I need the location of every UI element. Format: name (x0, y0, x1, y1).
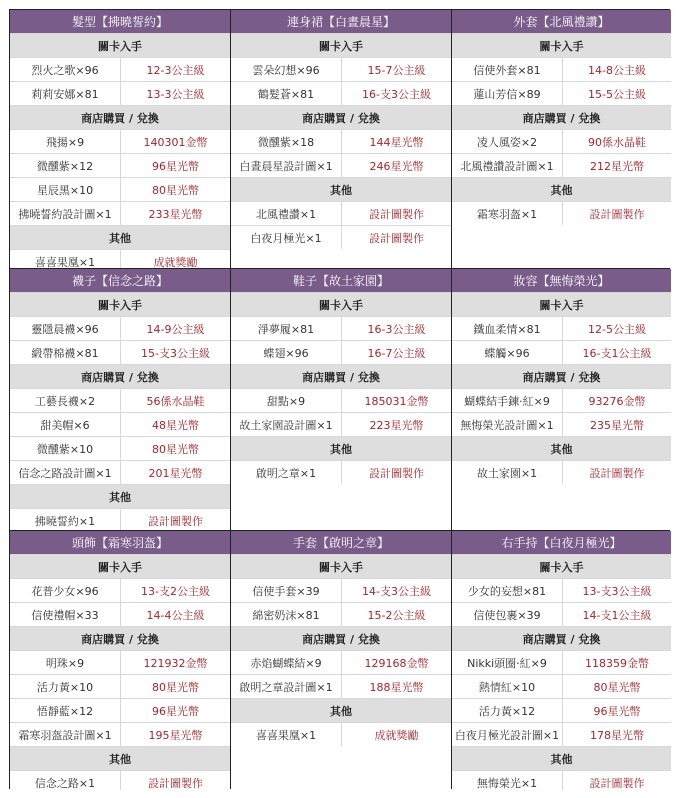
item-name: 喜喜果凰×1 (231, 723, 342, 746)
item-name: 蝶觸×96 (452, 341, 563, 364)
table-row (10, 602, 230, 626)
item-source: 80星光幣 (152, 680, 199, 694)
item-card (231, 269, 451, 530)
table-row (452, 650, 671, 674)
item-name: 啟明之章設計圖×1 (231, 675, 342, 698)
item-source: 14-4公主級 (146, 608, 205, 622)
table-row (10, 57, 230, 81)
item-name: 綿密奶沫×81 (231, 603, 342, 626)
table-row (10, 201, 230, 225)
section-header: 其他 (231, 177, 451, 201)
table-row (231, 578, 451, 602)
table-row (231, 722, 451, 746)
section-header: 其他 (231, 698, 451, 722)
section-header: 其他 (452, 177, 671, 201)
item-source: 14-支1公主級 (582, 608, 652, 622)
table-row (231, 316, 451, 340)
item-source: 121932金幣 (143, 656, 208, 670)
card-title: 外套【北風禮讚】 (452, 10, 671, 33)
table-row (10, 722, 230, 746)
item-name: 蓮山芳信×89 (452, 82, 563, 105)
section-header: 其他 (452, 436, 671, 460)
table-row (10, 177, 230, 201)
item-name: 拂曉誓約×1 (10, 509, 121, 530)
item-name: 信念之路×1 (10, 771, 121, 790)
item-name: 北風禮讚設計圖×1 (452, 154, 563, 177)
item-name: 莉莉安娜×81 (10, 82, 121, 105)
item-card (10, 10, 230, 268)
table-row (10, 508, 230, 530)
section-header: 關卡入手 (10, 292, 230, 316)
item-name: 故土家園×1 (452, 461, 563, 484)
item-name: 熱情紅×10 (452, 675, 563, 698)
item-source: 144星光幣 (369, 135, 424, 149)
item-source: 96星光幣 (152, 704, 199, 718)
table-row (10, 153, 230, 177)
table-row (452, 388, 671, 412)
section-header: 其他 (231, 436, 451, 460)
item-source: 16-支1公主級 (582, 346, 652, 360)
section-header: 其他 (10, 484, 230, 508)
table-row (452, 316, 671, 340)
item-name: 微醺紫×18 (231, 130, 342, 153)
item-source: 15-支3公主級 (141, 346, 210, 360)
item-name: 故土家園設計圖×1 (231, 413, 342, 436)
item-source: 80星光幣 (152, 442, 199, 456)
item-source: 80星光幣 (593, 680, 641, 694)
item-source: 14-9公主級 (146, 322, 205, 336)
item-name: 靈隱晨襪×96 (10, 317, 121, 340)
item-source: 16-7公主級 (367, 346, 426, 360)
section-header: 關卡入手 (231, 554, 451, 578)
card-title: 頭飾【霜寒羽盔】 (10, 531, 230, 554)
card-title: 妝容【無悔榮光】 (452, 269, 671, 292)
item-name: 白晝晨星設計圖×1 (231, 154, 342, 177)
item-source-grid (9, 9, 670, 789)
table-row (10, 412, 230, 436)
item-card (10, 269, 230, 530)
table-row (231, 674, 451, 698)
section-header: 商店購買 / 兌換 (452, 626, 671, 650)
item-source: 15-2公主級 (367, 608, 426, 622)
item-source: 96星光幣 (152, 159, 199, 173)
item-source: 185031金幣 (364, 394, 429, 408)
item-name: 蝶翅×96 (231, 341, 342, 364)
item-source: 14-支3公主級 (362, 584, 431, 598)
item-name: 信使禮帽×33 (10, 603, 121, 626)
item-card (231, 10, 451, 268)
item-name: 霜寒羽盔×1 (452, 202, 563, 225)
item-name: 霜寒羽盔設計圖×1 (10, 723, 121, 746)
item-source: 15-7公主級 (367, 63, 426, 77)
item-source: 235星光幣 (590, 418, 644, 432)
item-source: 16-支3公主級 (362, 87, 431, 101)
table-row (10, 249, 230, 268)
section-header: 關卡入手 (10, 33, 230, 57)
item-source: 129168金幣 (364, 656, 429, 670)
item-name: 信念之路設計圖×1 (10, 461, 121, 484)
item-name: 蝴蝶結手鍊·紅×9 (452, 389, 563, 412)
item-source: 設計圖製作 (369, 231, 424, 245)
item-source: 16-3公主級 (367, 322, 426, 336)
item-source: 201星光幣 (148, 466, 203, 480)
item-source: 設計圖製作 (148, 514, 203, 528)
item-name: 星辰黑×10 (10, 178, 121, 201)
item-source: 15-5公主級 (588, 87, 646, 101)
item-name: 悟靜藍×12 (10, 699, 121, 722)
section-header: 其他 (10, 746, 230, 770)
card-title: 連身裙【白晝晨星】 (231, 10, 451, 33)
table-row (231, 57, 451, 81)
item-source: 90係水晶鞋 (588, 135, 646, 149)
item-name: 明珠×9 (10, 651, 121, 674)
table-row (10, 698, 230, 722)
item-name: 凌人風姿×2 (452, 130, 563, 153)
item-source: 188星光幣 (369, 680, 424, 694)
item-card (452, 531, 671, 790)
item-source: 設計圖製作 (589, 776, 645, 790)
item-name: 緞帶棉襪×81 (10, 341, 121, 364)
table-row (452, 460, 671, 484)
table-row (231, 602, 451, 626)
table-row (452, 578, 671, 602)
item-source: 48星光幣 (152, 418, 199, 432)
table-row (452, 129, 671, 153)
item-name: 雲朵幻想×96 (231, 58, 342, 81)
item-name: 花普少女×96 (10, 579, 121, 602)
table-row (231, 460, 451, 484)
item-source: 設計圖製作 (369, 466, 424, 480)
section-header: 關卡入手 (10, 554, 230, 578)
section-header: 其他 (10, 225, 230, 249)
table-row (231, 153, 451, 177)
section-header: 關卡入手 (452, 554, 671, 578)
item-name: 喜喜果凰×1 (10, 250, 121, 268)
item-source: 93276金幣 (588, 394, 646, 408)
item-source: 140301金幣 (143, 135, 208, 149)
item-source: 80星光幣 (152, 183, 199, 197)
item-source: 178星光幣 (590, 728, 644, 742)
section-header: 商店購買 / 兌換 (231, 364, 451, 388)
item-name: 活力黃×10 (10, 675, 121, 698)
table-row (10, 388, 230, 412)
item-source: 14-8公主級 (588, 63, 646, 77)
item-source: 118359金幣 (585, 656, 649, 670)
item-source: 233星光幣 (148, 207, 203, 221)
item-name: 信使外套×81 (452, 58, 563, 81)
section-header: 商店購買 / 兌換 (231, 626, 451, 650)
table-row (231, 201, 451, 225)
table-row (10, 578, 230, 602)
card-title: 鞋子【故土家園】 (231, 269, 451, 292)
item-name: 微醺紫×12 (10, 154, 121, 177)
item-name: 白夜月極光設計圖×1 (452, 723, 563, 746)
item-name: 信使包裹×39 (452, 603, 563, 626)
item-source: 12-5公主級 (588, 322, 646, 336)
section-header: 關卡入手 (452, 33, 671, 57)
table-row (231, 340, 451, 364)
item-source: 195星光幣 (148, 728, 203, 742)
item-card (10, 531, 230, 790)
section-header: 商店購買 / 兌換 (10, 105, 230, 129)
item-source: 212星光幣 (590, 159, 644, 173)
card-title: 手套【啟明之章】 (231, 531, 451, 554)
table-row (452, 674, 671, 698)
table-row (452, 602, 671, 626)
table-row (452, 412, 671, 436)
item-card (452, 269, 671, 530)
section-header: 其他 (452, 746, 671, 770)
table-row (10, 460, 230, 484)
item-name: 飛揚×9 (10, 130, 121, 153)
card-title: 襪子【信念之路】 (10, 269, 230, 292)
item-card (452, 10, 671, 268)
item-name: 工藝長襪×2 (10, 389, 121, 412)
item-source: 設計圖製作 (148, 776, 203, 790)
item-source: 56係水晶鞋 (146, 394, 205, 408)
table-row (10, 770, 230, 790)
table-row (231, 388, 451, 412)
section-header: 商店購買 / 兌換 (452, 105, 671, 129)
item-source: 13-支2公主級 (141, 584, 210, 598)
section-header: 關卡入手 (452, 292, 671, 316)
item-name: 無悔榮光×1 (452, 771, 563, 790)
item-name: 拂曉誓約設計圖×1 (10, 202, 121, 225)
item-name: 活力黃×12 (452, 699, 563, 722)
item-card (231, 531, 451, 790)
table-row (10, 81, 230, 105)
section-header: 商店購買 / 兌換 (10, 364, 230, 388)
table-row (452, 201, 671, 225)
section-header: 商店購買 / 兌換 (231, 105, 451, 129)
table-row (10, 674, 230, 698)
section-header: 商店購買 / 兌換 (452, 364, 671, 388)
item-name: 北風禮讚×1 (231, 202, 342, 225)
item-name: Nikki頭圈·紅×9 (452, 651, 563, 674)
card-title: 髮型【拂曉誓約】 (10, 10, 230, 33)
table-row (452, 340, 671, 364)
table-row (452, 153, 671, 177)
section-header: 商店購買 / 兌換 (10, 626, 230, 650)
table-row (10, 436, 230, 460)
item-source: 13-支3公主級 (582, 584, 652, 598)
item-name: 無悔榮光設計圖×1 (452, 413, 563, 436)
item-name: 信使手套×39 (231, 579, 342, 602)
item-name: 赤焰蝴蝶結×9 (231, 651, 342, 674)
item-name: 鐵血柔情×81 (452, 317, 563, 340)
item-source: 223星光幣 (369, 418, 424, 432)
table-row (10, 129, 230, 153)
item-name: 鶴髮蒼×81 (231, 82, 342, 105)
table-row (452, 770, 671, 790)
item-name: 烈火之歌×96 (10, 58, 121, 81)
item-source: 96星光幣 (593, 704, 641, 718)
table-row (10, 340, 230, 364)
table-row (231, 225, 451, 249)
item-source: 成就獎勵 (374, 728, 419, 742)
item-name: 淨夢履×81 (231, 317, 342, 340)
table-row (231, 650, 451, 674)
section-header: 關卡入手 (231, 33, 451, 57)
item-name: 甜美帽×6 (10, 413, 121, 436)
table-row (231, 81, 451, 105)
item-name: 甜點×9 (231, 389, 342, 412)
table-row (231, 412, 451, 436)
item-name: 白夜月極光×1 (231, 226, 342, 249)
item-source: 246星光幣 (369, 159, 424, 173)
item-source: 設計圖製作 (369, 207, 424, 221)
table-row (452, 57, 671, 81)
table-row (231, 129, 451, 153)
table-row (452, 722, 671, 746)
section-header: 關卡入手 (231, 292, 451, 316)
item-source: 設計圖製作 (589, 466, 645, 480)
table-row (452, 698, 671, 722)
item-name: 少女的妄想×81 (452, 579, 563, 602)
item-source: 成就獎勵 (153, 255, 198, 268)
table-row (10, 650, 230, 674)
card-title: 右手持【白夜月極光】 (452, 531, 671, 554)
table-row (10, 316, 230, 340)
item-source: 13-3公主級 (146, 87, 205, 101)
item-source: 設計圖製作 (589, 207, 645, 221)
item-source: 12-3公主級 (146, 63, 205, 77)
table-row (452, 81, 671, 105)
item-name: 微醺紫×10 (10, 437, 121, 460)
item-name: 啟明之章×1 (231, 461, 342, 484)
